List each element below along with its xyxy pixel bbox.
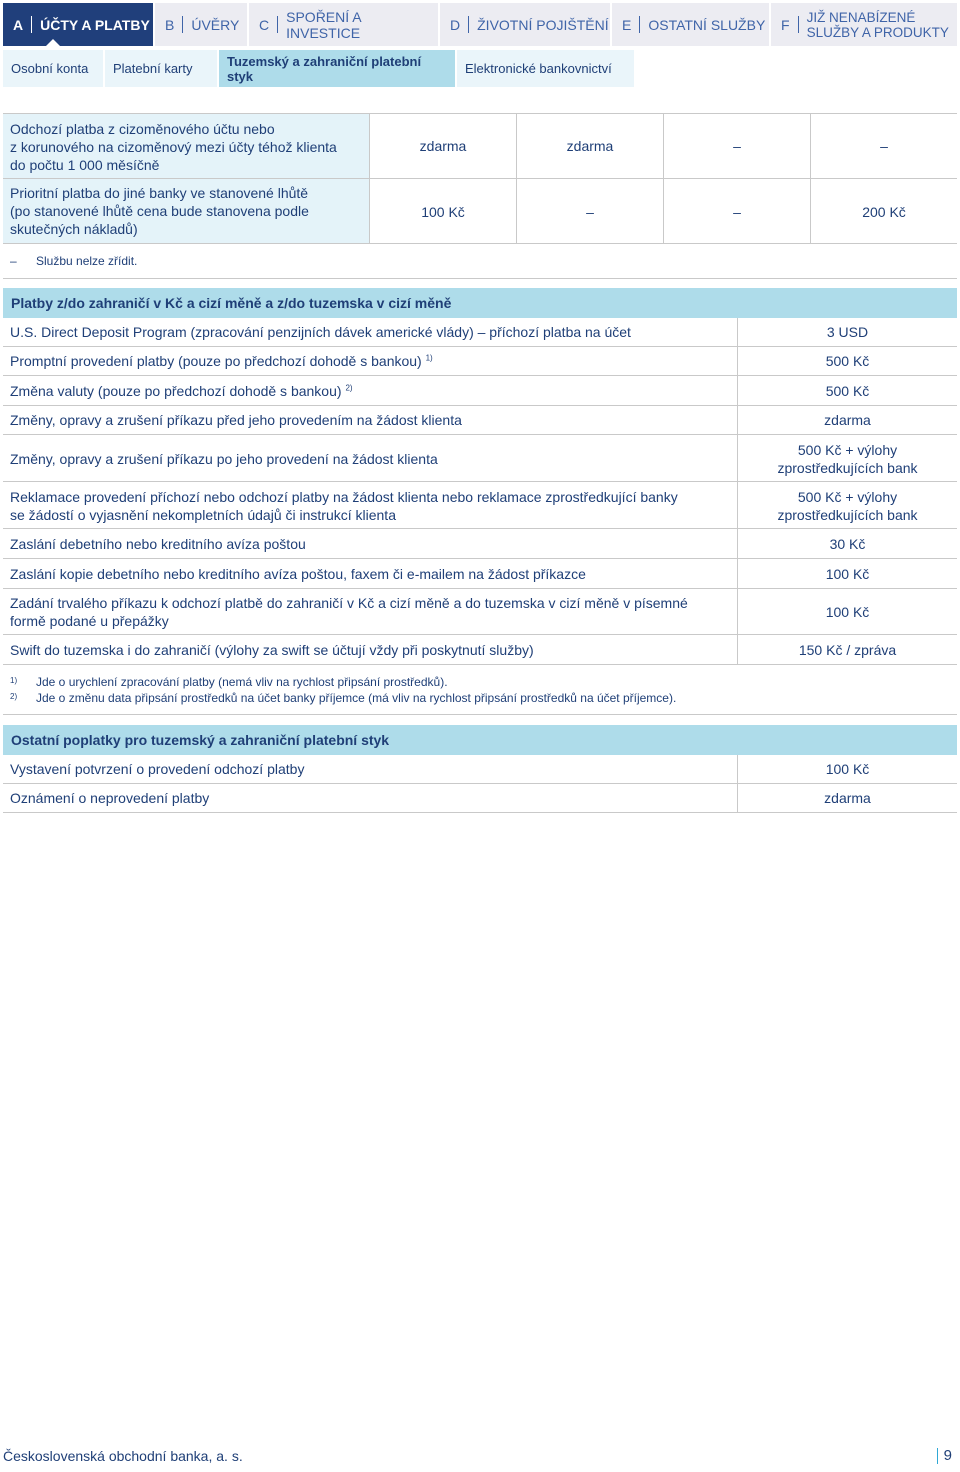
footnote-text: Jde o změnu data připsání prostředků na účet banky příjemce (má vliv na rychlost připsání prostředků na účet příjemce).	[36, 691, 677, 705]
divider	[3, 375, 957, 376]
page-number	[937, 1447, 952, 1464]
divider	[3, 588, 957, 589]
fee-label: Odchozí platba z cizoměnového účtu nebo z korunového na cizoměnový mezi účty téhož klienta do počtu 1 000 měsíčně	[3, 114, 369, 178]
nav-tab-life-insurance[interactable]	[440, 3, 610, 46]
divider	[3, 278, 957, 279]
fee-value: zdarma	[566, 138, 614, 154]
fee-label: Změny, opravy a zrušení příkazu po jeho provedení na žádost klienta	[10, 451, 438, 467]
divider	[31, 16, 32, 33]
fee-label: Swift do tuzemska i do zahraničí (výlohy za swift se účtují vždy při poskytnutí služby)	[10, 642, 534, 658]
divider	[3, 664, 957, 665]
divider	[516, 114, 517, 244]
fee-value: 500 Kč	[825, 383, 870, 399]
fee-value: zdarma	[824, 412, 871, 428]
subnav-label: Tuzemský a zahraniční platební styk	[227, 53, 422, 84]
subnav-personal-accounts[interactable]	[3, 50, 103, 87]
fee-value: –	[733, 204, 741, 220]
divider	[639, 16, 640, 33]
fee-value: 100 Kč	[825, 604, 870, 620]
section-heading: Platby z/do zahraničí v Kč a cizí měně a z/do tuzemska v cizí měně	[3, 288, 957, 318]
note-text: Službu nelze zřídit.	[36, 254, 138, 268]
divider	[182, 16, 183, 33]
nav-tab-label: ÚVĚRY	[191, 16, 240, 33]
subnav-label: Elektronické bankovnictví	[465, 61, 612, 76]
divider	[3, 346, 957, 347]
divider	[3, 243, 957, 244]
divider	[468, 16, 469, 33]
section-navigation	[3, 3, 957, 46]
sub-navigation	[3, 50, 636, 87]
fee-label: Oznámení o neprovedení platby	[10, 790, 210, 806]
footnote-text: Jde o urychlení zpracování platby (nemá vliv na rychlost připsání prostředků).	[36, 675, 448, 689]
section-heading: Ostatní poplatky pro tuzemský a zahraniční platební styk	[3, 725, 957, 755]
nav-tab-label: ÚČTY A PLATBY	[40, 16, 150, 33]
nav-tab-label: OSTATNÍ SLUŽBY	[648, 16, 766, 33]
fee-value: 500 Kč + výlohy zprostředkujících bank	[777, 489, 918, 523]
subnav-label: Platební karty	[113, 61, 193, 76]
fee-value: 150 Kč / zpráva	[798, 642, 897, 658]
divider	[798, 16, 799, 33]
nav-tab-letter: B	[165, 16, 175, 33]
divider	[3, 783, 957, 784]
divider	[937, 1448, 938, 1464]
fee-label: Změny, opravy a zrušení příkazu před jeho provedením na žádost klienta	[10, 412, 462, 428]
divider	[3, 558, 957, 559]
fee-value: 500 Kč + výlohy zprostředkujících bank	[777, 442, 918, 476]
fee-label: Zaslání kopie debetního nebo kreditního avíza poštou, faxem či e-mailem na žádost příkazce	[10, 566, 586, 582]
fee-value: –	[586, 204, 594, 220]
divider	[663, 114, 664, 244]
fee-label: Vystavení potvrzení o provedení odchozí platby	[10, 761, 305, 777]
divider	[369, 114, 370, 244]
divider	[3, 481, 957, 482]
nav-tab-letter: E	[622, 16, 632, 33]
nav-tab-letter: C	[259, 16, 270, 33]
subnav-payments[interactable]	[219, 50, 455, 87]
nav-tab-letter: D	[450, 16, 461, 33]
fee-value: 30 Kč	[829, 536, 866, 552]
fee-label: U.S. Direct Deposit Program (zpracování penzijních dávek americké vlády) – příchozí platba na účet	[10, 324, 631, 340]
nav-tab-discontinued[interactable]	[771, 3, 957, 46]
fee-value: 200 Kč	[862, 204, 906, 220]
page-number-value: 9	[943, 1447, 952, 1464]
subnav-label: Osobní konta	[11, 61, 89, 76]
bank-name: Československá obchodní banka, a. s.	[3, 1448, 243, 1464]
fee-value: 3 USD	[826, 324, 869, 340]
nav-tab-accounts-payments[interactable]	[3, 3, 153, 46]
divider	[3, 434, 957, 435]
divider	[3, 405, 957, 406]
fee-label: Promptní provedení platby (pouze po předchozí dohodě s bankou) $^{1)}$	[10, 353, 433, 369]
fee-value: –	[880, 138, 888, 154]
divider	[3, 634, 957, 635]
fee-label: Změna valuty (pouze po předchozí dohodě s bankou) $^{2)}$	[10, 383, 353, 399]
subnav-payment-cards[interactable]	[105, 50, 217, 87]
fee-label: Zadání trvalého příkazu k odchozí platbě do zahraničí v Kč a cizí měně a do tuzemska v cizí měně v písemné formě podané u přepážky	[10, 595, 688, 629]
fee-value: 100 Kč	[825, 761, 870, 777]
nav-tab-letter: A	[13, 16, 24, 33]
note-mark: –	[10, 254, 17, 268]
fee-value: –	[733, 138, 741, 154]
fee-label: Zaslání debetního nebo kreditního avíza poštou	[10, 536, 306, 552]
nav-tab-label: ŽIVOTNÍ POJIŠTĚNÍ	[477, 16, 609, 33]
fee-value: zdarma	[419, 138, 467, 154]
subnav-e-banking[interactable]	[457, 50, 634, 87]
fee-value: 100 Kč	[825, 566, 870, 582]
nav-tab-letter: F	[781, 16, 790, 33]
divider	[277, 16, 278, 33]
divider	[3, 714, 957, 715]
fee-value: 100 Kč	[421, 204, 465, 220]
fee-value: zdarma	[824, 790, 871, 806]
divider	[3, 528, 957, 529]
footnote-mark: 1)	[10, 676, 18, 685]
nav-tab-label: SPOŘENÍ A INVESTICE	[286, 8, 361, 41]
fee-value: 500 Kč	[825, 353, 870, 369]
nav-tab-other-services[interactable]	[612, 3, 769, 46]
divider	[810, 114, 811, 244]
nav-tab-loans[interactable]	[155, 3, 247, 46]
fee-label: Reklamace provedení příchozí nebo odchozí platby na žádost klienta nebo reklamace zprostředkující banky se žádostí o vyjasnění nekompletních údajů či instrukcí klienta	[10, 489, 678, 523]
fee-label: Prioritní platba do jiné banky ve stanovené lhůtě (po stanovené lhůtě cena bude stanovena podle skutečných nákladů)	[3, 179, 369, 243]
nav-tab-savings[interactable]	[249, 3, 438, 46]
nav-tab-label: JIŽ NENABÍZENÉ SLUŽBY A PRODUKTY	[806, 9, 949, 40]
divider	[3, 812, 957, 813]
footnote-mark: 2)	[10, 692, 18, 701]
